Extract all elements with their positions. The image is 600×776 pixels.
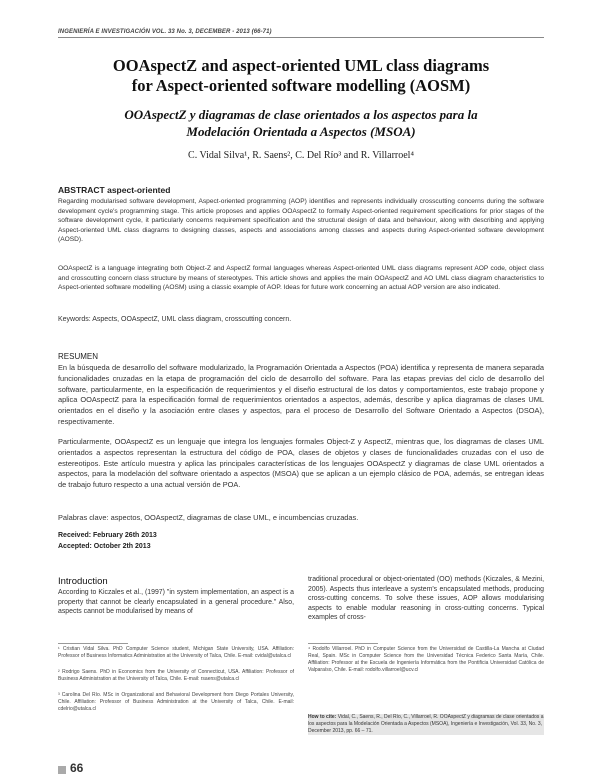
header-rule <box>58 37 544 38</box>
resumen-heading: RESUMEN <box>58 352 99 361</box>
footnote-3: ³ Carolina Del Río. MSc in Organizational and Behavioral Development from Diego Portales University, Chile. Affiliation: Professor of Business Administration at the University of Talca, Chile. E-mail: cdelrio@utalca.cl <box>58 692 294 712</box>
received-date: Received: February 26th 2013 <box>58 532 157 539</box>
footnote-rule-right <box>308 643 378 644</box>
page-marker <box>58 766 66 774</box>
footnote-1: ¹ Cristian Vidal Silva. PhD Computer Science student, Michigan State University, USA. Affiliation: Professor of Business Informatics Administration at the University of Talca, Chile. E-mail: cvidal@utalca.cl <box>58 646 294 659</box>
footnote-rule-left <box>58 643 128 644</box>
footnote-2: ² Rodrigo Saens. PhD in Economics from the University of Connecticut, USA. Affiliation: Professor of Business Administration at the University of Talca, Chile. E-mail: rsaens@utalca.cl <box>58 669 294 682</box>
resumen-keywords: Palabras clave: aspectos, OOAspectZ, diagramas de clase UML, e incumbencias cruzadas. <box>58 513 359 522</box>
page-number: 66 <box>70 761 84 775</box>
title-line-2: for Aspect-oriented software modelling (AOSM) <box>131 76 471 95</box>
abstract-heading: ABSTRACT aspect-oriented <box>58 185 171 195</box>
abstract-paragraph-1: Regarding modularised software development, Aspect-oriented programming (AOP) identifies and represents individually crosscutting concerns during the software development cycle's programming stage. This article proposes and applies OOAspectZ to formally Aspect-oriented requirement specifications for prior stages of the software development cycle, it particularly concerns requirement specification and the structural design of data and behaviour, along with describing and applying Aspect-oriented UML class diagrams to designing classes, aspects and associations among classes and aspects during Aspect-oriented software development (AOSD). <box>58 198 544 244</box>
authors: C. Vidal Silva¹, R. Saens², C. Del Río³ and R. Villarroel⁴ <box>188 150 414 161</box>
subtitle-line-1: OOAspectZ y diagramas de clase orientados a los aspectos para la <box>124 107 478 122</box>
abstract-paragraph-2: OOAspectZ is a language integrating both Object-Z and AspectZ formal languages whereas Aspect-oriented UML class diagrams represent AOP code, object class and crosscutting concern class structure by means of stereotypes. This article shows and applies the main OOAspectZ and AO UML class diagram characteristics to Aspect-oriented software modelling (AOSM) using a classic example of AOP. Ideas for future work concerning an actual AOP version are also indicated. <box>58 265 544 292</box>
accepted-date: Accepted: October 2th 2013 <box>58 543 151 550</box>
how-to-cite-label: How to cite: <box>308 714 337 720</box>
title-line-1: OOAspectZ and aspect-oriented UML class diagrams <box>112 56 490 75</box>
paper-title <box>58 56 544 96</box>
how-to-cite-text: Vidal, C., Saens, R., Del Río, C., Villarroel, R. OOAspectZ y diagramas de clase orientados a los aspectos para la Modelación Orientada a Aspectos (MSOA), Ingeniería e Investigación, Vol. 33, No. 3, December 2013, pp. 66 – 71. <box>308 714 544 734</box>
subtitle-line-2: Modelación Orientada a Aspectos (MSOA) <box>186 124 416 139</box>
running-header: INGENIERÍA E INVESTIGACIÓN VOL. 33 No. 3, DECEMBER - 2013 (66-71) <box>58 29 272 35</box>
abstract-keywords: Keywords: Aspects, OOAspectZ, UML class diagram, crosscutting concern. <box>58 316 292 323</box>
intro-right-column: traditional procedural or object-orientated (OO) methods (Kiczales, & Mezini, 2005). Aspects thus interleave a system's encapsulated methods, producing cross-cutting concerns. To solve these issues, AOP allows modularising aspects to enable modular reasoning in cross-cutting concerns. Typical examples of cross- <box>308 576 544 622</box>
resumen-paragraph-1: En la búsqueda de desarrollo del software modularizado, la Programación Orientada a Aspectos (POA) identifica y representa de manera separada funcionalidades cruzadas en la etapa de programación del ciclo de desarrollo del software. Para las etapas previas del ciclo de desarrollo del software, particularmente, en la especificación de requerimientos y el diseño estructural de los datos y comportamientos, este trabajo propone y aplica OOAspectZ para la especificación formal de requerimientos orientados a aspectos, además, describe y aplica diagramas de clases UML orientados en el diseño y la asociación entre clases y aspectos, para el proceso de Desarrollo del Software Orientado a Aspectos (DSOA), respectivamente. <box>58 363 544 426</box>
intro-left-column: According to Kiczales et al., (1997) "in system implementation, an aspect is a property that cannot be clearly encapsulated in a general procedure." Also, aspects cannot be modularised by means of <box>58 589 294 616</box>
how-to-cite-box <box>308 714 544 735</box>
introduction-heading: Introduction <box>58 576 108 587</box>
paper-subtitle <box>58 106 544 140</box>
footnote-4: ⁴ Rodolfo Villarroel. PhD in Computer Science from the Universidad de Castilla-La Mancha at Ciudad Real, Spain. MSc in Computer Science from the Universidad Técnica Federico Santa María, Chile. Affiliation: Professor at the Escuela de Ingeniería Informática from the Pontificia Universidad Católica de Valparaíso, Chile. E-mail: rodolfo.villarroel@ucv.cl <box>308 646 544 673</box>
resumen-paragraph-2: Particularmente, OOAspectZ es un lenguaje que integra los lenguajes formales Object-Z y AspectZ, mientras que, los diagramas de clases UML orientados a aspectos representan la estructura del código de POA, clases de objetos y clases de funcionalidades cruzadas con el uso de estereotipos. Este artículo muestra y aplica las principales características de los lenguajes OOAspectZ y diagramas de clase UML orientados a aspectos, para la modelación del software orientado a aspectos (MSOA) que se aplican a un ejemplo clásico de POA, además, se entregan ideas de trabajo futuro respecto a una actual versión de POA. <box>58 437 544 490</box>
